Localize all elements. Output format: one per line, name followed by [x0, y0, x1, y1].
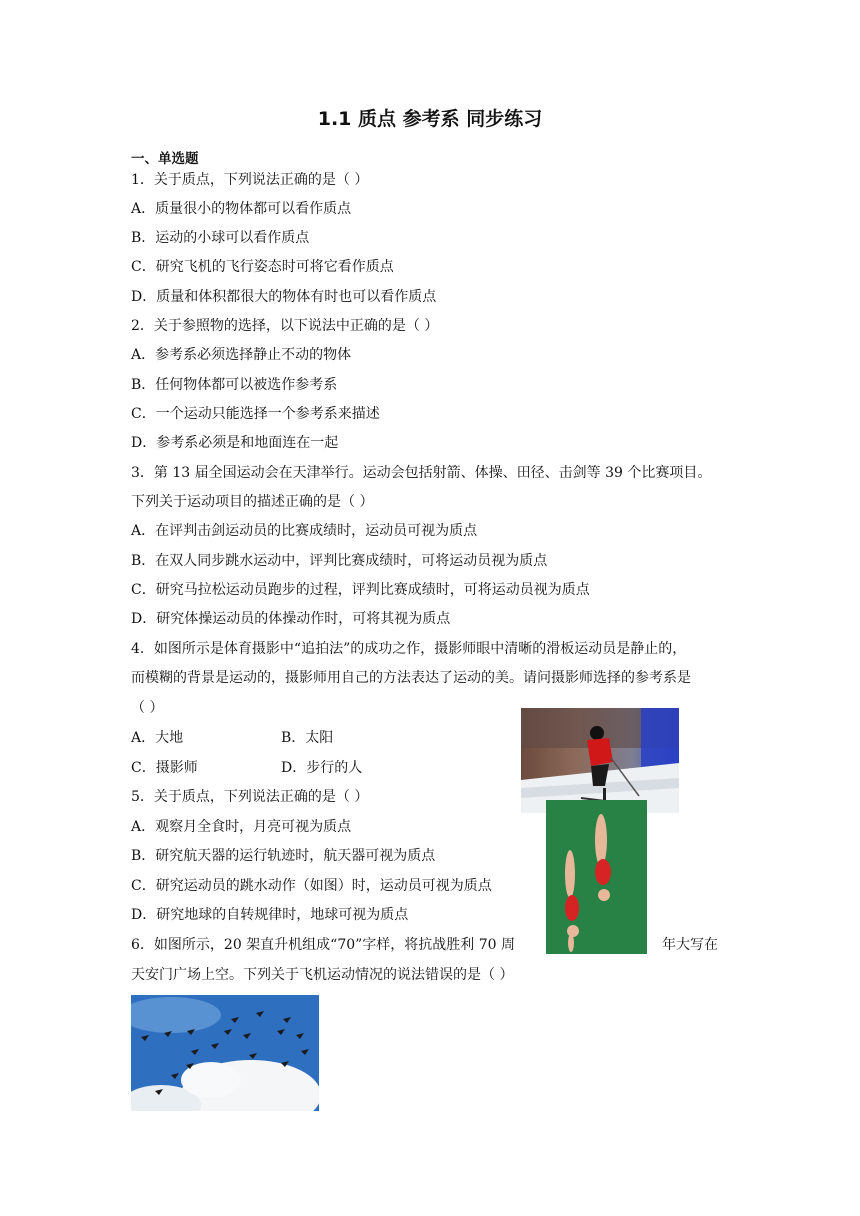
question-2: 2．关于参照物的选择，以下说法中正确的是（ ） [131, 318, 439, 334]
question-3-line-2: 下列关于运动项目的描述正确的是（ ） [131, 494, 374, 510]
section-heading: 一、单选题 [131, 151, 199, 167]
q1-option-a: A．质量很小的物体都可以看作质点 [131, 201, 352, 217]
q3-option-c: C．研究马拉松运动员跑步的过程，评判比赛成绩时，可将运动员视为质点 [131, 582, 590, 598]
q1-option-c: C．研究飞机的飞行姿态时可将它看作质点 [131, 259, 394, 275]
q5-option-c: C．研究运动员的跳水动作（如图）时，运动员可视为质点 [131, 878, 492, 894]
q5-option-a: A．观察月全食时，月亮可视为质点 [131, 819, 352, 835]
page-title: 1.1 质点 参考系 同步练习 [317, 108, 543, 130]
question-6-line-1a: 6．如图所示，20 架直升机组成“70”字样，将抗战胜利 70 周 [131, 937, 516, 953]
q4-option-a: A．大地 [131, 730, 184, 746]
divers-photo [546, 800, 647, 954]
q4-option-b: B．太阳 [281, 730, 334, 746]
question-4-line-2: 而模糊的背景是运动的，摄影师用自己的方法表达了运动的美。请问摄影师选择的参考系是 [131, 670, 691, 686]
q3-option-a: A．在评判击剑运动员的比赛成绩时，运动员可视为质点 [131, 523, 478, 539]
q2-option-c: C．一个运动只能选择一个参考系来描述 [131, 406, 380, 422]
skier-photo [521, 708, 679, 813]
q1-option-d: D．质量和体积都很大的物体有时也可以看作质点 [131, 289, 437, 305]
q3-option-b: B．在双人同步跳水运动中，评判比赛成绩时，可将运动员视为质点 [131, 553, 548, 569]
question-6-line-2: 天安门广场上空。下列关于飞机运动情况的说法错误的是（ ） [131, 967, 514, 983]
q2-option-b: B．任何物体都可以被选作参考系 [131, 377, 338, 393]
q5-option-b: B．研究航天器的运行轨迹时，航天器可视为质点 [131, 848, 436, 864]
q2-option-d: D．参考系必须是和地面连在一起 [131, 435, 339, 451]
question-4-line-3: （ ） [131, 700, 164, 716]
question-6-line-1b: 年大写在 [662, 937, 718, 953]
q1-option-b: B．运动的小球可以看作质点 [131, 230, 310, 246]
q3-option-d: D．研究体操运动员的体操动作时，可将其视为质点 [131, 611, 451, 627]
q4-option-d: D．步行的人 [281, 760, 363, 776]
question-3-line-1: 3．第 13 届全国运动会在天津举行。运动会包括射箭、体操、田径、击剑等 39 个比赛项目。 [131, 465, 712, 481]
question-4-line-1: 4．如图所示是体育摄影中“追拍法”的成功之作，摄影师眼中清晰的滑板运动员是静止的， [131, 641, 687, 657]
question-1: 1．关于质点，下列说法正确的是（ ） [131, 172, 369, 188]
q2-option-a: A．参考系必须选择静止不动的物体 [131, 347, 352, 363]
question-5: 5．关于质点，下列说法正确的是（ ） [131, 789, 369, 805]
q5-option-d: D．研究地球的自转规律时，地球可视为质点 [131, 907, 409, 923]
aircraft-formation-photo [131, 995, 319, 1111]
q4-option-c: C．摄影师 [131, 760, 198, 776]
